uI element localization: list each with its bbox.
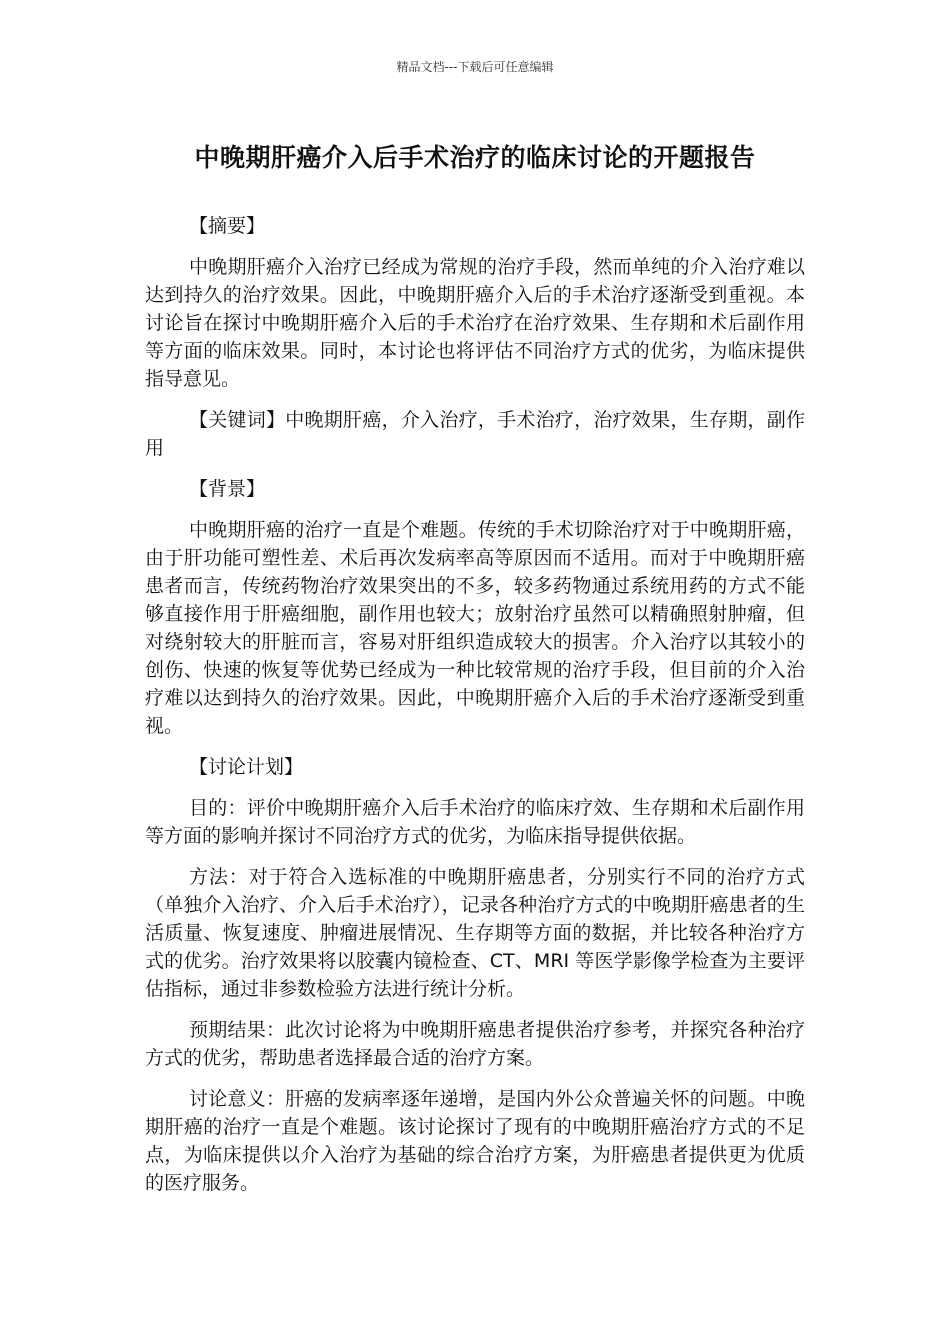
abstract-paragraph: 中晚期肝癌介入治疗已经成为常规的治疗手段，然而单纯的介入治疗难以达到持久的治疗效果。因此，中晚期肝癌介入后的手术治疗逐渐受到重视。本讨论旨在探讨中晚期肝癌介入后的手术治疗在治疗效果、生存期和术后副作用等方面的临床效果。同时，本讨论也将评估不同治疗方式的优劣，为临床提供指导意见。 [145,256,805,390]
abstract-heading: 【摘要】 [189,215,266,237]
expected-results-paragraph: 预期结果：此次讨论将为中晚期肝癌患者提供治疗参考，并探究各种治疗方式的优劣，帮助患者选择最合适的治疗方案。 [145,1019,805,1069]
header-note: 精品文档---下载后可任意编辑 [396,60,554,74]
background-paragraph: 中晚期肝癌的治疗一直是个难题。传统的手术切除治疗对于中晚期肝癌，由于肝功能可塑性差、术后再次发病率高等原因而不适用。而对于中晚期肝癌患者而言，传统药物治疗效果突出的不多，较多药物通过系统用药的方式不能够直接作用于肝癌细胞，副作用也较大；放射治疗虽然可以精确照射肿瘤，但对绕射较大的肝脏而言，容易对肝组织造成较大的损害。介入治疗以其较小的创伤、快速的恢复等优势已经成为一种比较常规的治疗手段，但目前的介入治疗难以达到持久的治疗效果。因此，中晚期肝癌介入后的手术治疗逐渐受到重视。 [145,519,805,737]
plan-heading: 【讨论计划】 [189,756,304,778]
background-heading: 【背景】 [189,478,266,500]
method-paragraph: 方法：对于符合入选标准的中晚期肝癌患者，分别实行不同的治疗方式（单独介入治疗、介入后手术治疗），记录各种治疗方式的中晚期肝癌患者的生活质量、恢复速度、肿瘤进展情况、生存期等方面的数据，并比较各种治疗方式的优劣。治疗效果将以胶囊内镜检查、CT、MRI 等医学影像学检查为主要评估指标，通过非参数检验方法进行统计分析。 [145,866,805,1000]
significance-paragraph: 讨论意义：肝癌的发病率逐年递增，是国内外公众普遍关怀的问题。中晚期肝癌的治疗一直是个难题。该讨论探讨了现有的中晚期肝癌治疗方式的不足点，为临床提供以介入治疗为基础的综合治疗方案，为肝癌患者提供更为优质的医疗服务。 [145,1088,805,1194]
purpose-paragraph: 目的：评价中晚期肝癌介入后手术治疗的临床疗效、生存期和术后副作用等方面的影响并探讨不同治疗方式的优劣，为临床指导提供依据。 [145,797,805,847]
keywords-paragraph: 【关键词】中晚期肝癌，介入治疗，手术治疗，治疗效果，生存期，副作用 [145,409,805,459]
document-title: 中晚期肝癌介入后手术治疗的临床讨论的开题报告 [194,143,756,172]
document-body [145,212,805,1210]
